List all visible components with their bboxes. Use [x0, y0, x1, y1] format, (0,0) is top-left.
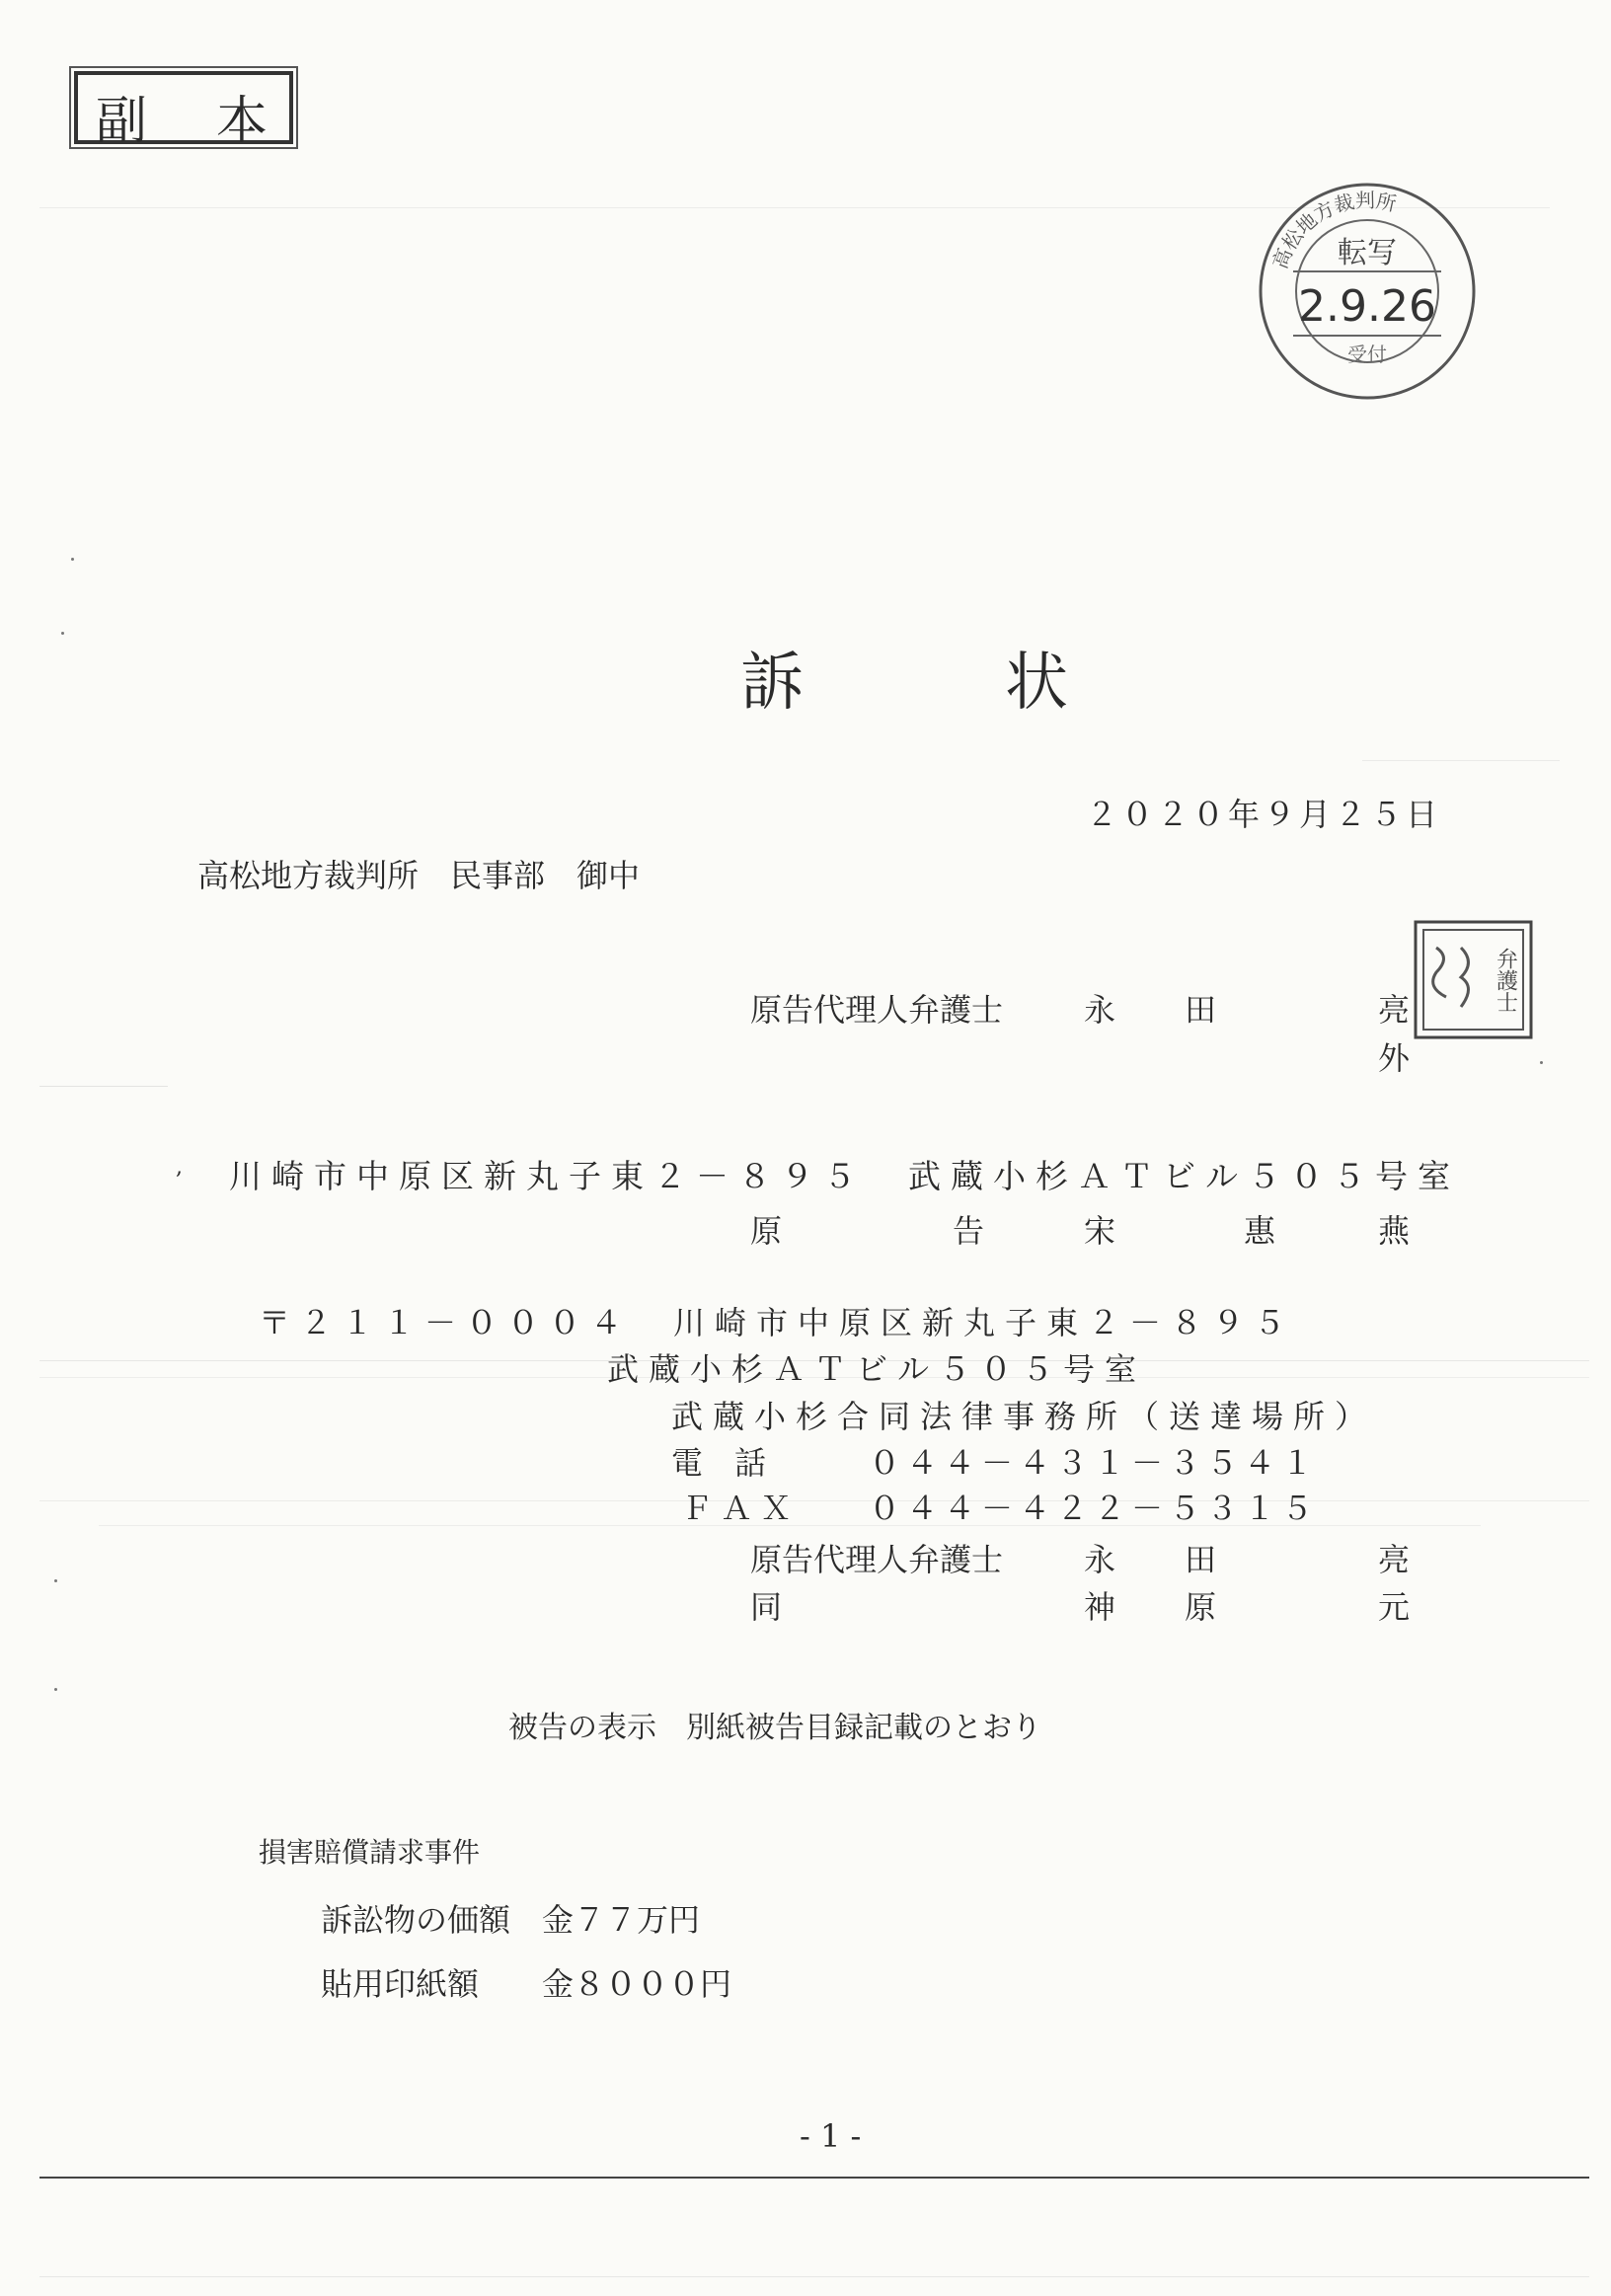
office-building: 武蔵小杉ＡＴビル５０５号室: [607, 1350, 1147, 1388]
seal-text: 弁護士: [1493, 948, 1518, 1013]
copy-stamp: [74, 71, 293, 151]
receipt-date-stamp: [1254, 178, 1481, 405]
agent-name-char: 神: [1084, 1588, 1116, 1626]
stamp-fee: 貼用印紙額 金８０００円: [321, 1965, 732, 2003]
agent-name-char: 亮: [1378, 991, 1411, 1029]
agent-name-char: 亮: [1378, 1541, 1411, 1578]
stamp-bottom-text: 受付: [1347, 343, 1387, 366]
phone-number: ０４４－４３１－３５４１: [869, 1444, 1320, 1482]
scan-artifact: [39, 1500, 1589, 1501]
stamp-ring-text: 高松地方裁判所: [1267, 188, 1399, 272]
scan-artifact: [39, 2276, 1589, 2277]
agent-role: 同: [750, 1588, 783, 1626]
agent-name-char: 永: [1084, 1541, 1116, 1578]
scan-artifact: [39, 1086, 168, 1087]
plaintiff-address: 川崎市中原区新丸子東２－８９５ 武蔵小杉ＡＴビル５０５号室: [229, 1157, 1460, 1195]
scan-speck: [1540, 1061, 1543, 1064]
scan-speck: [54, 1579, 57, 1582]
agent-name-char: 永: [1084, 991, 1116, 1029]
agent-role: 原告代理人弁護士: [750, 991, 1004, 1029]
office-postal-address: 〒２１１－０００４ 川崎市中原区新丸子東２－８９５: [259, 1304, 1296, 1341]
law-office-name: 武蔵小杉合同法律事務所（送達場所）: [671, 1398, 1377, 1435]
plaintiff-name-char: 惠: [1244, 1212, 1276, 1250]
filing-date: ２０２０年９月２５日: [1086, 796, 1442, 833]
agent-name-char: 元: [1378, 1588, 1411, 1626]
agent-name-char: 原: [1185, 1588, 1217, 1626]
plaintiff-label-char: 原: [750, 1212, 783, 1250]
fax-label: ＦＡＸ: [681, 1490, 801, 1527]
agent-others: 外: [1378, 1039, 1411, 1077]
lawyer-seal: [1412, 918, 1535, 1041]
fax-number: ０４４－４２２－５３１５: [869, 1490, 1320, 1527]
bullet-mark: ,: [176, 1155, 183, 1180]
page-number: - 1 -: [800, 2117, 862, 2155]
document-title: 訴 状: [740, 647, 1137, 720]
defendant-designation: 被告の表示 別紙被告目録記載のとおり: [508, 1711, 1041, 1745]
stamp-date: 2.9.26: [1298, 281, 1436, 332]
case-name: 損害賠償請求事件: [259, 1836, 481, 1869]
plaintiff-name-char: 宋: [1084, 1212, 1116, 1250]
court-addressee: 高松地方裁判所 民事部 御中: [197, 857, 641, 894]
scan-artifact: [1362, 760, 1560, 761]
bottom-rule: [39, 2177, 1589, 2179]
agent-name-char: 田: [1185, 1541, 1217, 1578]
agent-role: 原告代理人弁護士: [750, 1541, 1004, 1578]
copy-stamp-char: 副: [96, 92, 148, 151]
stamp-top-text: 転写: [1338, 236, 1397, 270]
scan-speck: [71, 558, 74, 561]
claim-value: 訴訟物の価額 金７７万円: [321, 1901, 701, 1939]
plaintiff-label-char: 告: [953, 1212, 985, 1250]
copy-stamp-char: 本: [216, 92, 268, 151]
phone-label: 電 話: [671, 1444, 767, 1482]
scan-speck: [61, 632, 64, 635]
plaintiff-name-char: 燕: [1378, 1212, 1411, 1250]
scan-speck: [54, 1688, 57, 1691]
agent-name-char: 田: [1185, 991, 1217, 1029]
